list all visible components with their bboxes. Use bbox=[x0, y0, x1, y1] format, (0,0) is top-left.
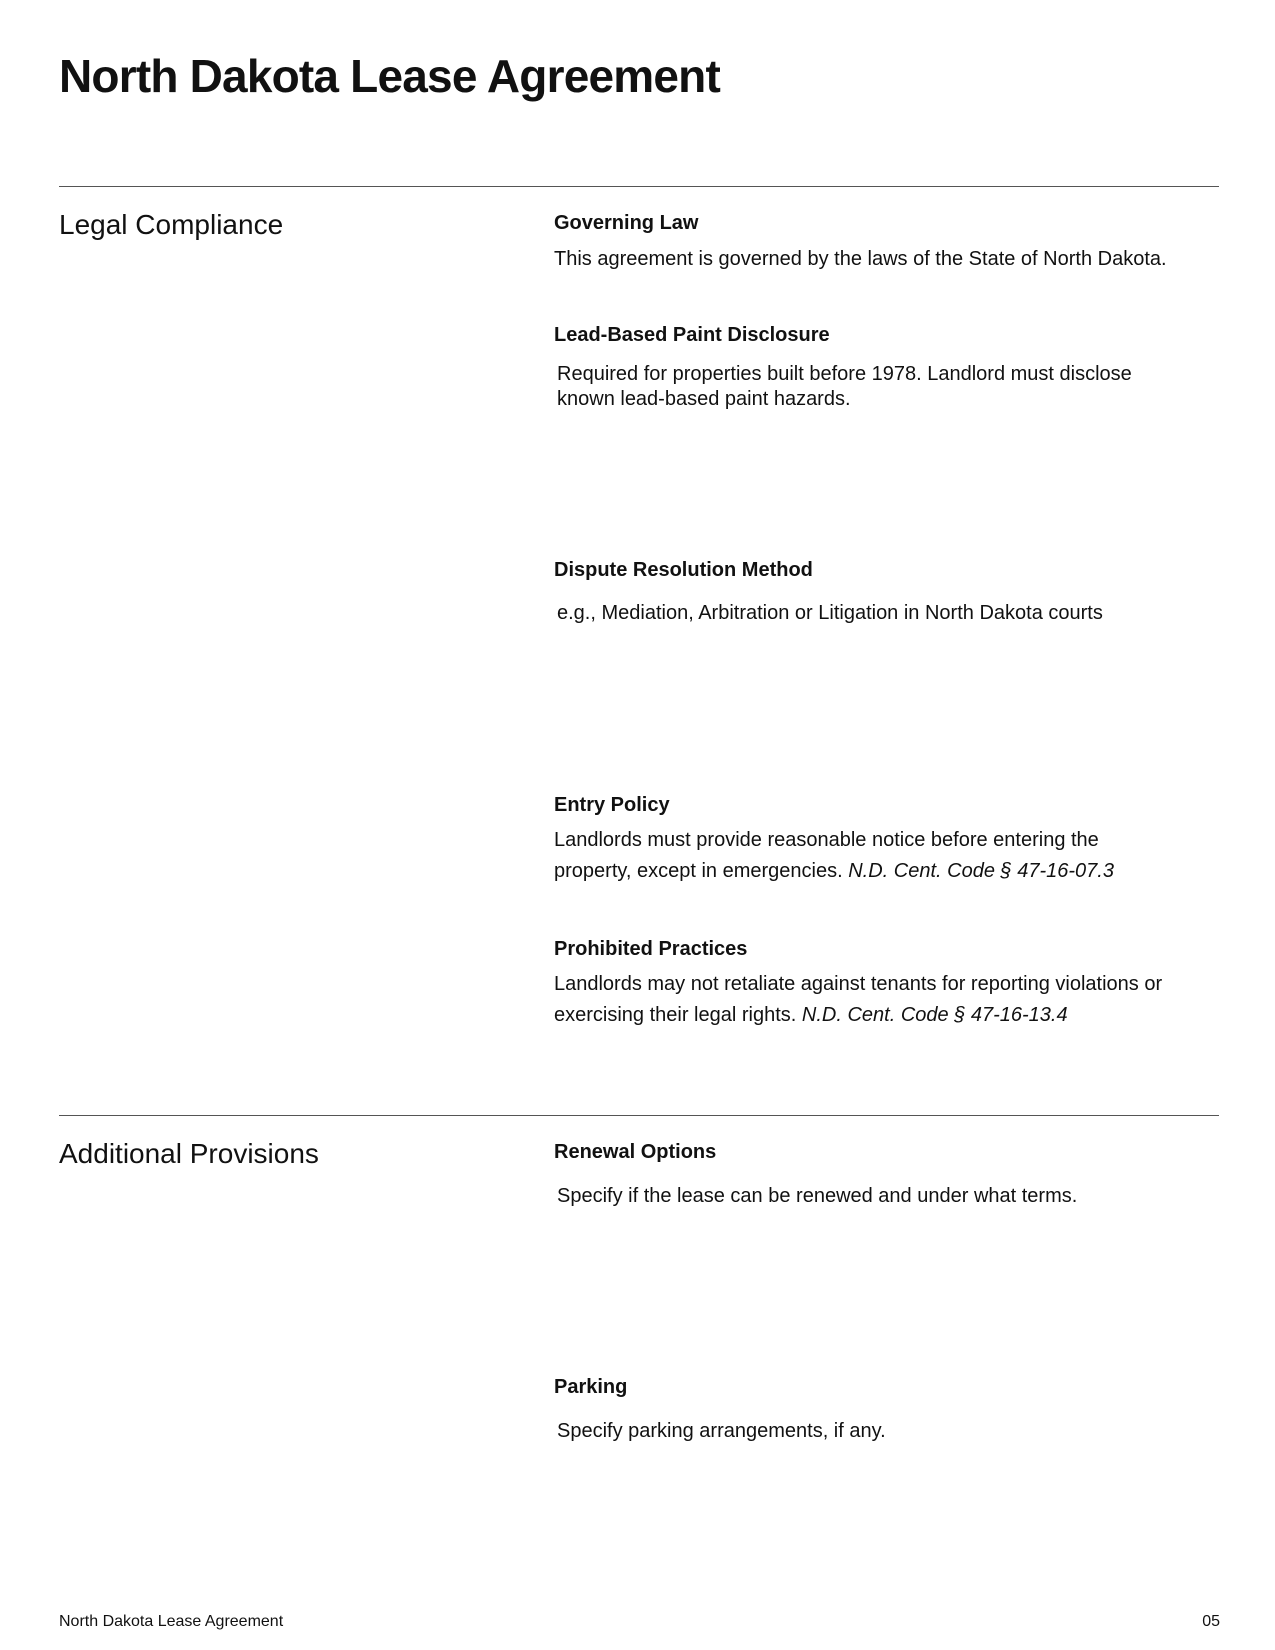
footer-page-number: 05 bbox=[1202, 1613, 1220, 1630]
field-label-lead-paint: Lead-Based Paint Disclosure bbox=[554, 324, 830, 346]
section-title-legal-compliance: Legal Compliance bbox=[59, 209, 284, 240]
footer-document-name: North Dakota Lease Agreement bbox=[59, 1613, 284, 1630]
field-label-governing-law: Governing Law bbox=[554, 212, 699, 234]
prohibited-practices-text: Landlords may not retaliate against tenants for reporting violations or exercising their legal rights. bbox=[554, 973, 1163, 1026]
section-divider bbox=[59, 186, 1219, 187]
field-entry-policy bbox=[554, 792, 1194, 887]
field-governing-law bbox=[554, 210, 1194, 275]
field-input-parking[interactable]: Specify parking arrangements, if any. bbox=[557, 1420, 886, 1442]
section-divider bbox=[59, 1115, 1219, 1116]
entry-policy-text: Landlords must provide reasonable notice before entering the property, except in emergencies. bbox=[554, 829, 1099, 882]
field-text-entry-policy bbox=[554, 825, 1154, 887]
field-text-prohibited-practices bbox=[554, 969, 1184, 1031]
field-label-parking: Parking bbox=[554, 1376, 628, 1398]
field-prohibited-practices bbox=[554, 936, 1194, 1031]
field-label-dispute-resolution: Dispute Resolution Method bbox=[554, 559, 813, 581]
field-input-dispute-resolution[interactable]: e.g., Mediation, Arbitration or Litigation in North Dakota courts bbox=[557, 602, 1103, 624]
field-parking bbox=[554, 1374, 1194, 1444]
section-title-additional-provisions: Additional Provisions bbox=[59, 1138, 319, 1169]
field-label-prohibited-practices: Prohibited Practices bbox=[554, 938, 748, 960]
field-lead-paint bbox=[554, 322, 1194, 412]
field-renewal-options bbox=[554, 1139, 1194, 1209]
field-text-governing-law: This agreement is governed by the laws of the State of North Dakota. bbox=[554, 248, 1167, 270]
field-input-renewal-options[interactable]: Specify if the lease can be renewed and under what terms. bbox=[557, 1185, 1078, 1207]
field-label-renewal-options: Renewal Options bbox=[554, 1141, 717, 1163]
field-input-lead-paint[interactable]: Required for properties built before 1978. Landlord must disclose known lead-based paint hazards. bbox=[557, 363, 1132, 410]
entry-policy-citation: N.D. Cent. Code § 47-16-07.3 bbox=[848, 860, 1114, 882]
prohibited-practices-citation: N.D. Cent. Code § 47-16-13.4 bbox=[801, 1004, 1068, 1026]
field-dispute-resolution bbox=[554, 557, 1194, 626]
field-label-entry-policy: Entry Policy bbox=[554, 794, 670, 816]
page-title: North Dakota Lease Agreement bbox=[59, 50, 720, 102]
